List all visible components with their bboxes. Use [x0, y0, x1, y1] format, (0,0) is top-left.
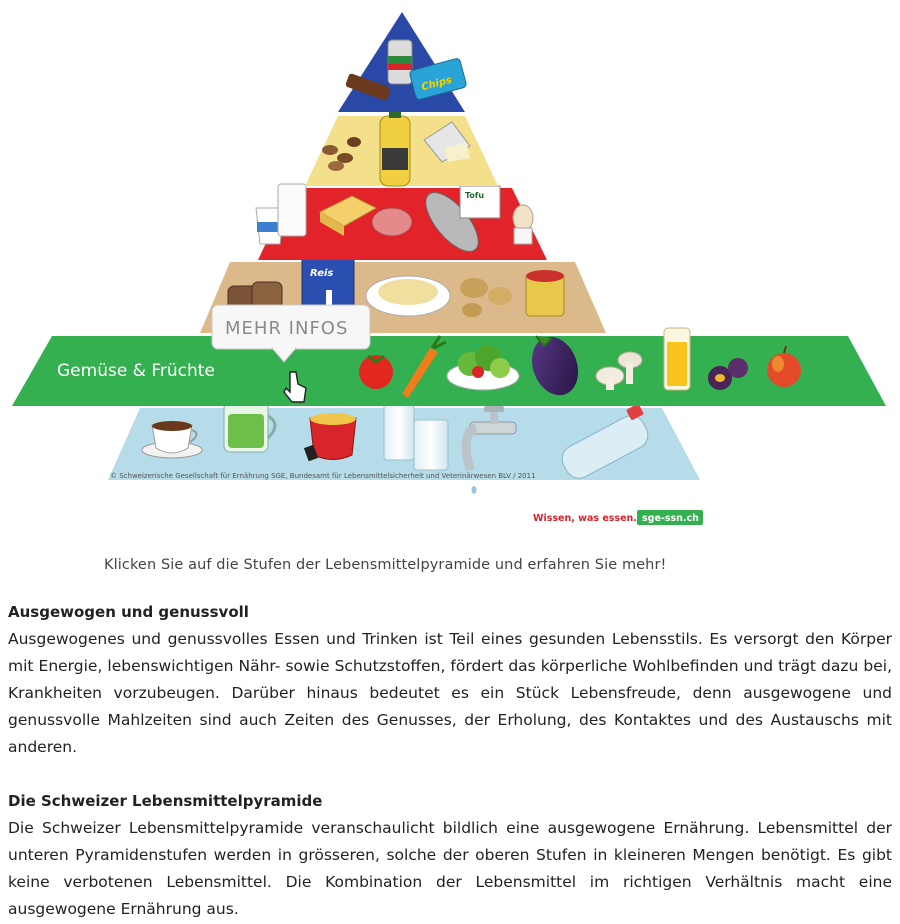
- sge-badge[interactable]: [637, 510, 703, 525]
- rice-pack-label: Reis: [310, 268, 334, 279]
- pyramid-caption: Klicken Sie auf die Stufen der Lebensmittelpyramide und erfahren Sie mehr!: [104, 557, 667, 573]
- pasta-plate-icon: [366, 276, 450, 316]
- juice-glass-icon: [664, 328, 690, 390]
- egg-icon: [513, 205, 533, 244]
- tier-oils-nuts[interactable]: [305, 104, 498, 186]
- copyright-notice: © Schweizerische Gesellschaft für Ernährung SGE, Bundesamt für Lebensmittelsicherheit und Veterinärwesen BLV / 2011: [110, 472, 536, 480]
- bean-can-icon: [526, 270, 564, 316]
- herbal-tea-icon: [224, 402, 275, 452]
- milk-glass-icon: [278, 184, 306, 236]
- sge-badge-label: sge-ssn.ch: [642, 513, 699, 524]
- tofu-icon: [460, 186, 500, 218]
- tofu-label: Tofu: [465, 191, 485, 200]
- soda-can-icon: [388, 40, 412, 84]
- section-body-balanced: Ausgewogenes und genussvolles Essen und Trinken ist Teil eines gesunden Lebensstils. Es versorgt den Körper mit Energie, lebenswichtigen Nähr- sowie Schutzstoffen, fördert das körperliche Wohlbefinden und trägt dazu bei, Krankheiten vorzubeugen. Darüber hinaus bedeutet es ein Stück Lebensfreude, denn ausgewogene und genussvolle Mahlzeiten sind auch Zeiten des Genusses, der Erholung, des Kontaktes und des Austauschs mit anderen.: [8, 630, 892, 756]
- chips-label: Chips: [420, 74, 454, 94]
- tier-beverages[interactable]: [108, 400, 700, 494]
- tier-vegetables-fruits[interactable]: [12, 328, 886, 406]
- tier-label-vegetables-fruits: Gemüse & Früchte: [57, 361, 215, 381]
- tier-protein-dairy[interactable]: [256, 184, 547, 260]
- fruit-tea-icon: [304, 413, 356, 461]
- meat-icon: [372, 208, 412, 236]
- tier-sweets[interactable]: [338, 12, 467, 112]
- slogan: Wissen, was essen.: [533, 513, 637, 524]
- tomato-icon: [359, 355, 393, 389]
- section-body-swiss-pyramid: Die Schweizer Lebensmittelpyramide veranschaulicht bildlich eine ausgewogene Ernährung. Lebensmittel der unteren Pyramidenstufen werden in grösseren, solche der oberen Stufen in kleineren Mengen benötigt. Es gibt keine verbotenen Lebensmittel. Die Kombination der Lebensmittel im richtigen Verhältnis macht eine ausgewogene Ernährung aus.: [8, 819, 892, 918]
- section-title-balanced: Ausgewogen und genussvoll: [8, 603, 249, 621]
- more-info-label: MEHR INFOS: [225, 318, 349, 339]
- section-title-swiss-pyramid: Die Schweizer Lebensmittelpyramide: [8, 792, 323, 810]
- oil-bottle-icon: [380, 104, 410, 186]
